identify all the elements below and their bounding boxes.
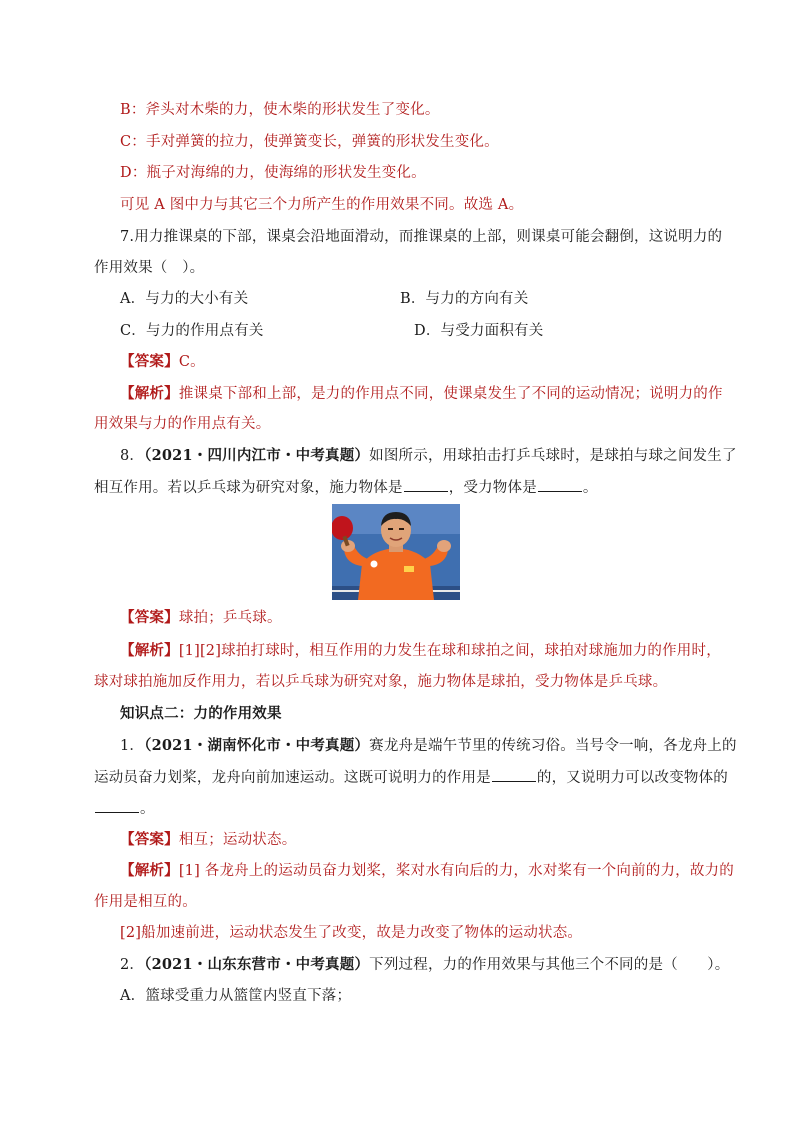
analysis-option-d: D：瓶子对海绵的力，使海绵的形状发生变化。 (120, 165, 426, 181)
s1-stem-part-c: 。 (140, 801, 155, 817)
q7-stem-line1: 7.用力推课桌的下部，课桌会沿地面滑动，而推课桌的上部，则课桌可能会翻倒，这说明力的 (120, 229, 723, 245)
s1-number: 1． (120, 738, 145, 754)
s1-source: （2021・湖南怀化市・中考真题） (144, 737, 370, 754)
q8-source: （2021・四川内江市・中考真题） (144, 447, 370, 464)
q7-stem-line2: 作用效果（ ）。 (94, 260, 205, 276)
q7-option-d: D．与受力面积有关 (414, 323, 544, 339)
q8-number: 8． (120, 448, 145, 464)
answer-text: 相互；运动状态。 (178, 832, 297, 848)
q8-answer (120, 608, 282, 628)
analysis-text: [1][2]球拍打球时，相互作用的力发生在球和球拍之间，球拍对球施加力的作用时， (178, 643, 721, 659)
s1-analysis-line1 (120, 861, 734, 881)
q7-option-a: A．与力的大小有关 (120, 291, 249, 307)
q7-analysis-line2: 用效果与力的作用点有关。 (94, 416, 271, 432)
answer-label: 【答案】 (120, 609, 179, 626)
s1-stem-line3 (94, 798, 155, 819)
q8-stem-line1 (120, 446, 737, 466)
answer-blank (538, 477, 582, 492)
s1-analysis-line2: 作用是相互的。 (94, 894, 197, 910)
s1-analysis-line3: [2]船加速前进，运动状态发生了改变，故是力改变了物体的运动状态。 (120, 925, 583, 941)
s1-stem-line1 (120, 736, 737, 756)
s1-stem-part-b: 的，又说明力可以改变物体的 (536, 770, 729, 786)
answer-label: 【答案】 (120, 831, 179, 848)
analysis-label: 【解析】 (120, 862, 179, 879)
q7-option-b: B．与力的方向有关 (400, 291, 529, 307)
q8-stem-part-c: 。 (582, 480, 598, 496)
answer-blank (404, 477, 448, 492)
analysis-text: [1] 各龙舟上的运动员奋力划桨，桨对水有向后的力，水对桨有一个向前的力，故力的 (178, 863, 734, 879)
s1-stem-part-a: 运动员奋力划桨，龙舟向前加速运动。这既可说明力的作用是 (94, 770, 491, 786)
answer-label: 【答案】 (120, 353, 179, 370)
s2-stem (120, 955, 729, 975)
photo-illustration (332, 504, 460, 600)
q7-option-c: C．与力的作用点有关 (120, 323, 264, 339)
analysis-conclusion: 可见 A 图中力与其它三个力所产生的作用效果不同。故选 A。 (120, 197, 524, 213)
answer-blank (95, 798, 139, 813)
q8-analysis-line1 (120, 641, 721, 661)
ping-pong-player-photo (332, 504, 460, 600)
s2-source: （2021・山东东营市・中考真题） (144, 956, 370, 973)
q7-analysis-line1 (120, 384, 723, 404)
q8-stem-part-b: ，受力物体是 (448, 480, 537, 496)
answer-text: C。 (178, 354, 205, 370)
q8-stem-part-a: 相互作用。若以乒乓球为研究对象，施力物体是 (94, 480, 403, 496)
analysis-label: 【解析】 (120, 642, 179, 659)
q8-stem-line2 (94, 477, 598, 498)
analysis-label: 【解析】 (120, 385, 179, 402)
answer-text: 球拍；乒乓球。 (178, 610, 282, 626)
analysis-option-c: C：手对弹簧的拉力，使弹簧变长，弹簧的形状发生变化。 (120, 134, 499, 150)
s2-number: 2． (120, 957, 145, 973)
q8-analysis-line2: 球对球拍施加反作用力，若以乒乓球为研究对象，施力物体是球拍，受力物体是乒乓球。 (94, 674, 668, 690)
analysis-text: 推课桌下部和上部，是力的作用点不同，使课桌发生了不同的运动情况；说明力的作 (178, 386, 723, 402)
section-title: 知识点二：力的作用效果 (120, 705, 282, 722)
q8-stem-text: 如图所示，用球拍击打乒乓球时，是球拍与球之间发生了 (369, 448, 737, 464)
s2-stem-text: 下列过程，力的作用效果与其他三个不同的是（ ）。 (369, 957, 730, 973)
s1-stem-line2 (94, 767, 728, 788)
s2-option-a: A．篮球受重力从篮筐内竖直下落； (120, 988, 352, 1004)
analysis-option-b: B：斧头对木柴的力，使木柴的形状发生了变化。 (120, 102, 440, 118)
answer-blank (492, 767, 536, 782)
q7-answer (120, 352, 205, 372)
s1-stem-text: 赛龙舟是端午节里的传统习俗。当号令一响，各龙舟上的 (369, 738, 737, 754)
s1-answer (120, 830, 296, 850)
